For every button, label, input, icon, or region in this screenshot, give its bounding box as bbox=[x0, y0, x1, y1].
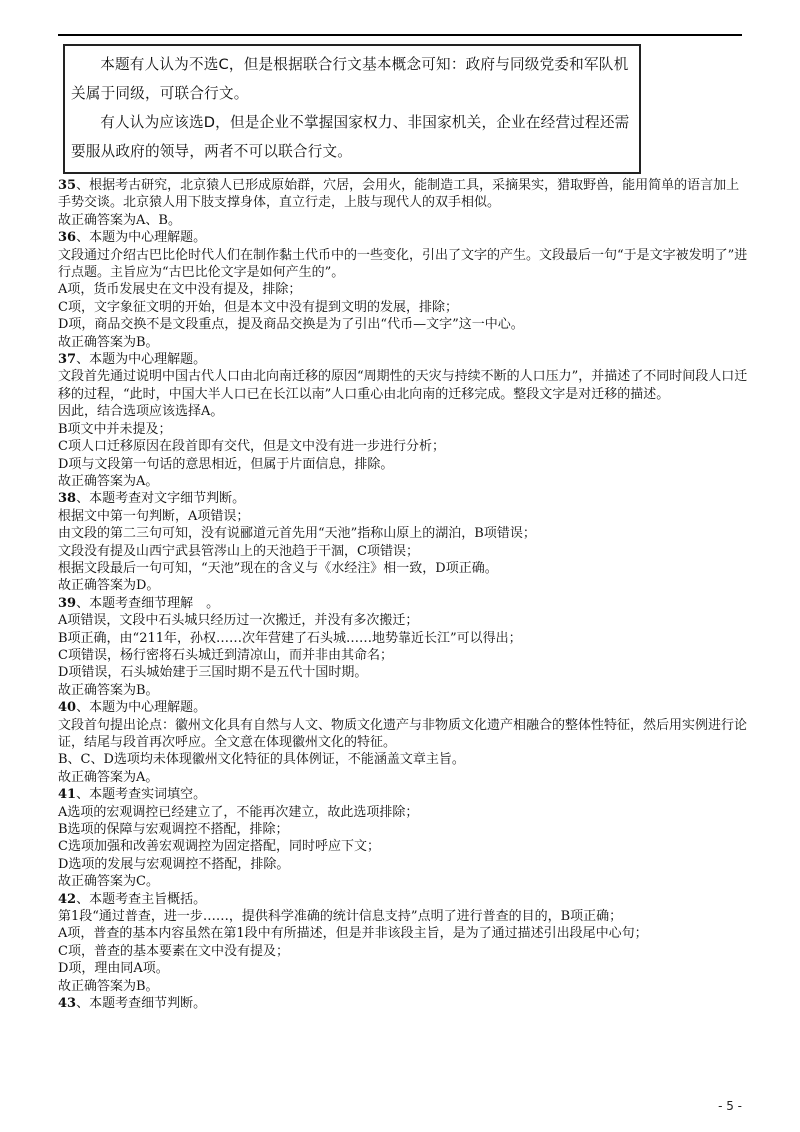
explanation-line bbox=[58, 299, 748, 316]
line-text: D项与文段第一句话的意思相近，但属于片面信息，排除。 bbox=[58, 456, 394, 472]
line-text: 故正确答案为B。 bbox=[58, 682, 159, 698]
line-text: A项错误，文段中石头城只经历过一次搬迁，并没有多次搬迁； bbox=[58, 613, 419, 629]
question-number: 39 bbox=[58, 595, 77, 611]
line-text: C项人口迁移原因在段首即有交代，但是文中没有进一步进行分析； bbox=[58, 439, 445, 455]
question-number: 35 bbox=[58, 178, 77, 193]
line-text: 故正确答案为A、B。 bbox=[58, 212, 181, 228]
explanation-line bbox=[58, 873, 748, 890]
question-heading bbox=[58, 351, 748, 368]
explanation-line bbox=[58, 821, 748, 838]
line-text: 、本题考查主旨概括。 bbox=[76, 891, 207, 907]
line-text: 第1段“通过普查，进一步……，提供科学准确的统计信息支持”点明了进行普查的目的，B项正确； bbox=[58, 909, 623, 925]
question-heading bbox=[58, 995, 748, 1012]
line-text: B、C、D选项均未体现徽州文化特征的具体例证，不能涵盖文章主旨。 bbox=[58, 752, 465, 768]
line-text: 由文段的第二三句可知，没有说郦道元首先用“天池”指称山原上的湖泊，B项错误； bbox=[58, 526, 536, 542]
explanation-line bbox=[58, 577, 748, 594]
question-heading bbox=[58, 891, 748, 908]
question-number: 36 bbox=[58, 230, 77, 246]
explanation-line bbox=[58, 838, 748, 855]
explanation-line bbox=[58, 473, 748, 490]
line-text: A项，普查的基本内容虽然在第1段中有所描述，但是并非该段主旨，是为了通过描述引出段尾中心句； bbox=[58, 926, 648, 942]
question-heading bbox=[58, 699, 748, 716]
line-text: C选项加强和改善宏观调控为固定搭配，同时呼应下文； bbox=[58, 839, 380, 855]
line-text: 故正确答案为A。 bbox=[58, 769, 159, 785]
line-text: B项正确，由“211年，孙权……次年营建了石头城……地势靠近长江”可以得出； bbox=[58, 630, 522, 646]
line-text: 、本题考查细节理解 。 bbox=[76, 595, 220, 611]
question-heading bbox=[58, 786, 748, 803]
question-number: 37 bbox=[58, 352, 77, 368]
line-text: 、根据考古研究，北京猿人已形成原始群，穴居，会用火，能制造工具，采摘果实，猎取野兽，能用简单的语言加上手势交谈。北京猿人用下肢支撑身体，直立行走，上肢与现代人的双手相似。 bbox=[58, 178, 740, 211]
explanation-line bbox=[58, 908, 748, 925]
explanation-line bbox=[58, 543, 748, 560]
explanation-line bbox=[58, 438, 748, 455]
line-text: D项错误，石头城始建于三国时期不是五代十国时期。 bbox=[58, 665, 368, 681]
explanation-line bbox=[58, 960, 748, 977]
line-text: 故正确答案为D。 bbox=[58, 578, 160, 594]
explanation-line bbox=[58, 612, 748, 629]
explanation-line bbox=[58, 647, 748, 664]
line-text: B选项的保障与宏观调控不搭配，排除； bbox=[58, 822, 289, 838]
explanation-line bbox=[58, 769, 748, 786]
explanation-line bbox=[58, 925, 748, 942]
explanation-line bbox=[58, 403, 748, 420]
line-text: 故正确答案为B。 bbox=[58, 978, 159, 994]
line-text: 、本题考查对文字细节判断。 bbox=[76, 491, 246, 507]
line-text: 、本题考查细节判断。 bbox=[76, 996, 207, 1012]
line-text: A选项的宏观调控已经建立了，不能再次建立，故此选项排除； bbox=[58, 804, 419, 820]
question-number: 42 bbox=[58, 891, 77, 907]
answer-explanations bbox=[58, 177, 748, 1013]
line-text: B项文中并未提及； bbox=[58, 421, 172, 437]
explanation-line bbox=[58, 508, 748, 525]
explanation-line bbox=[58, 664, 748, 681]
line-text: 、本题为中心理解题。 bbox=[76, 230, 207, 246]
line-text: 根据文中第一句判断，A项错误； bbox=[58, 508, 250, 524]
question-heading bbox=[58, 595, 748, 612]
line-text: C项，普查的基本要素在文中没有提及； bbox=[58, 943, 289, 959]
line-text: D选项的发展与宏观调控不搭配，排除。 bbox=[58, 856, 290, 872]
line-text: 文段首句提出论点：徽州文化具有自然与人文、物质文化遗产与非物质文化遗产相融合的整体性特征，然后用实例进行论证，结尾与段首再次呼应。全文意在体现徽州文化的特征。 bbox=[58, 717, 748, 750]
line-text: 文段首先通过说明中国古代人口由北向南迁移的原因“周期性的天灾与持续不断的人口压力”，并描述了不同时间段人口迁移的过程，“此时，中国大半人口已在长江以南”人口重心由北向南的迁移完成。整段文字是对迁移的描述。 bbox=[58, 369, 748, 402]
explanation-line bbox=[58, 456, 748, 473]
question-heading bbox=[58, 177, 748, 212]
line-text: 故正确答案为A。 bbox=[58, 473, 159, 489]
explanation-line bbox=[58, 525, 748, 542]
explanation-line bbox=[58, 560, 748, 577]
question-number: 43 bbox=[58, 996, 77, 1012]
explanation-line bbox=[58, 630, 748, 647]
line-text: 根据文段最后一句可知，“天池”现在的含义与《水经注》相一致，D项正确。 bbox=[58, 560, 498, 576]
line-text: 、本题为中心理解题。 bbox=[76, 700, 207, 716]
explanation-line bbox=[58, 334, 748, 351]
quote-paragraph-2: 有人认为应该选D，但是企业不掌握国家权力、非国家机关，企业在经营过程还需要服从政府的领导，两者不可以联合行文。 bbox=[71, 114, 630, 160]
question-number: 41 bbox=[58, 787, 77, 803]
explanation-line bbox=[58, 368, 748, 403]
line-text: D项，商品交换不是文段重点，提及商品交换是为了引出“代币—文字”这一中心。 bbox=[58, 317, 524, 333]
question-number: 40 bbox=[58, 700, 77, 716]
explanation-line bbox=[58, 717, 748, 752]
explanation-line bbox=[58, 682, 748, 699]
top-rule bbox=[58, 34, 742, 36]
line-text: C项错误，杨行密将石头城迁到清凉山，而并非由其命名； bbox=[58, 647, 393, 663]
explanation-line bbox=[58, 804, 748, 821]
explanation-line bbox=[58, 316, 748, 333]
line-text: 文段没有提及山西宁武县管涔山上的天池趋于干涸，C项错误； bbox=[58, 543, 419, 559]
page-number: - 5 - bbox=[718, 1099, 742, 1113]
line-text: C项，文字象征文明的开始，但是本文中没有提到文明的发展，排除； bbox=[58, 299, 458, 315]
line-text: 、本题考查实词填空。 bbox=[76, 787, 207, 803]
line-text: D项，理由同A项。 bbox=[58, 961, 169, 977]
question-heading bbox=[58, 229, 748, 246]
line-text: 故正确答案为B。 bbox=[58, 334, 159, 350]
explanation-line bbox=[58, 751, 748, 768]
explanation-line bbox=[58, 247, 748, 282]
line-text: A项，货币发展史在文中没有提及，排除； bbox=[58, 282, 302, 298]
explanation-line bbox=[58, 856, 748, 873]
explanation-line bbox=[58, 281, 748, 298]
line-text: 、本题为中心理解题。 bbox=[76, 352, 207, 368]
line-text: 文段通过介绍古巴比伦时代人们在制作黏土代币中的一些变化，引出了文字的产生。文段最后一句“于是文字被发明了”进行点题。主旨应为“古巴比伦文字是如何产生的”。 bbox=[58, 247, 748, 281]
question-heading bbox=[58, 490, 748, 507]
question-number: 38 bbox=[58, 491, 77, 507]
quote-box bbox=[63, 44, 641, 174]
explanation-line bbox=[58, 421, 748, 438]
explanation-line bbox=[58, 212, 748, 229]
line-text: 故正确答案为C。 bbox=[58, 874, 159, 890]
quote-paragraph-1: 本题有人认为不选C，但是根据联合行文基本概念可知：政府与同级党委和军队机关属于同级，可联合行文。 bbox=[71, 56, 629, 102]
line-text: 因此，结合选项应该选择A。 bbox=[58, 404, 224, 420]
explanation-line bbox=[58, 943, 748, 960]
explanation-line bbox=[58, 978, 748, 995]
